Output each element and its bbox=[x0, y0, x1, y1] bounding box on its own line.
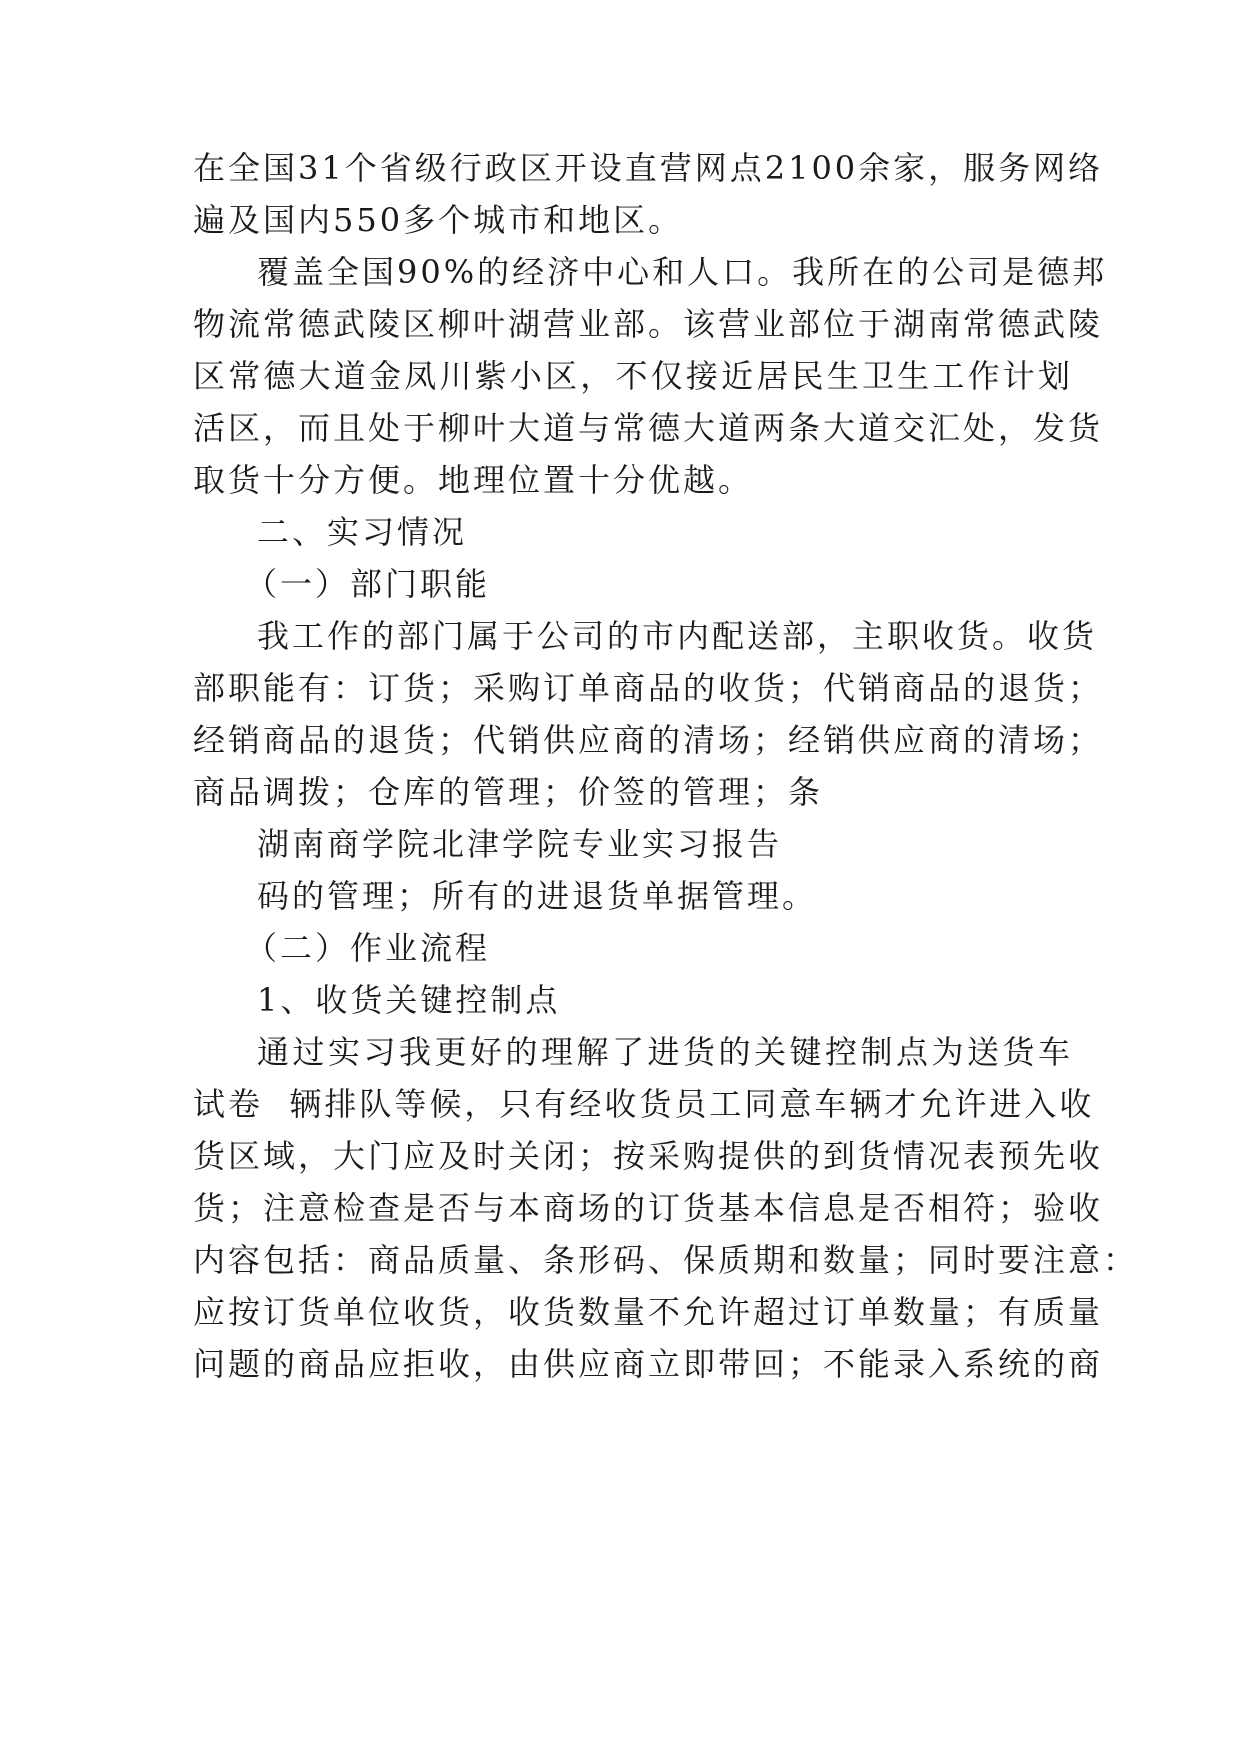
body-text-line: 活区，而且处于柳叶大道与常德大道两条大道交汇处，发货 bbox=[193, 409, 1104, 447]
body-text-line: 遍及国内550多个城市和地区。 bbox=[193, 201, 684, 239]
body-text-line: 试卷 辆排队等候，只有经收货员工同意车辆才允许进入收 bbox=[193, 1085, 1095, 1123]
body-text-line: 部职能有：订货；采购订单商品的收货；代销商品的退货； bbox=[193, 669, 1104, 707]
body-text-line: 经销商品的退货；代销供应商的清场；经销供应商的清场； bbox=[193, 721, 1104, 759]
section-heading: 二、实习情况 bbox=[257, 513, 468, 551]
body-text-line: 物流常德武陵区柳叶湖营业部。该营业部位于湖南常德武陵 bbox=[193, 305, 1104, 343]
body-text-line: 货；注意检查是否与本商场的订货基本信息是否相符；验收 bbox=[193, 1189, 1104, 1227]
subsection-heading: （一）部门职能 bbox=[245, 565, 491, 603]
body-text-line: 内容包括：商品质量、条形码、保质期和数量；同时要注意： bbox=[193, 1241, 1139, 1279]
body-text-line: 应按订货单位收货，收货数量不允许超过订单数量；有质量 bbox=[193, 1293, 1104, 1331]
page-header-text: 湖南商学院北津学院专业实习报告 bbox=[257, 825, 783, 863]
body-text-line: 商品调拨；仓库的管理；价签的管理；条 bbox=[193, 773, 824, 811]
body-text-line: 问题的商品应拒收，由供应商立即带回；不能录入系统的商 bbox=[193, 1345, 1104, 1383]
body-text-line: 在全国31个省级行政区开设直营网点2100余家，服务网络 bbox=[193, 149, 1104, 187]
body-text-line: 区常德大道金凤川紫小区，不仅接近居民生卫生工作计划 bbox=[193, 357, 1073, 395]
body-text-line: 通过实习我更好的理解了进货的关键控制点为送货车 bbox=[257, 1033, 1073, 1071]
body-text-line: 货区域，大门应及时关闭；按采购提供的到货情况表预先收 bbox=[193, 1137, 1104, 1175]
body-text-line: 码的管理；所有的进退货单据管理。 bbox=[257, 877, 818, 915]
subsection-heading: （二）作业流程 bbox=[245, 929, 491, 967]
body-text-line: 取货十分方便。地理位置十分优越。 bbox=[193, 461, 754, 499]
numbered-heading: 1、收货关键控制点 bbox=[257, 981, 561, 1019]
body-text-line: 我工作的部门属于公司的市内配送部，主职收货。收货 bbox=[257, 617, 1098, 655]
body-text-line: 覆盖全国90%的经济中心和人口。我所在的公司是德邦 bbox=[257, 253, 1108, 291]
